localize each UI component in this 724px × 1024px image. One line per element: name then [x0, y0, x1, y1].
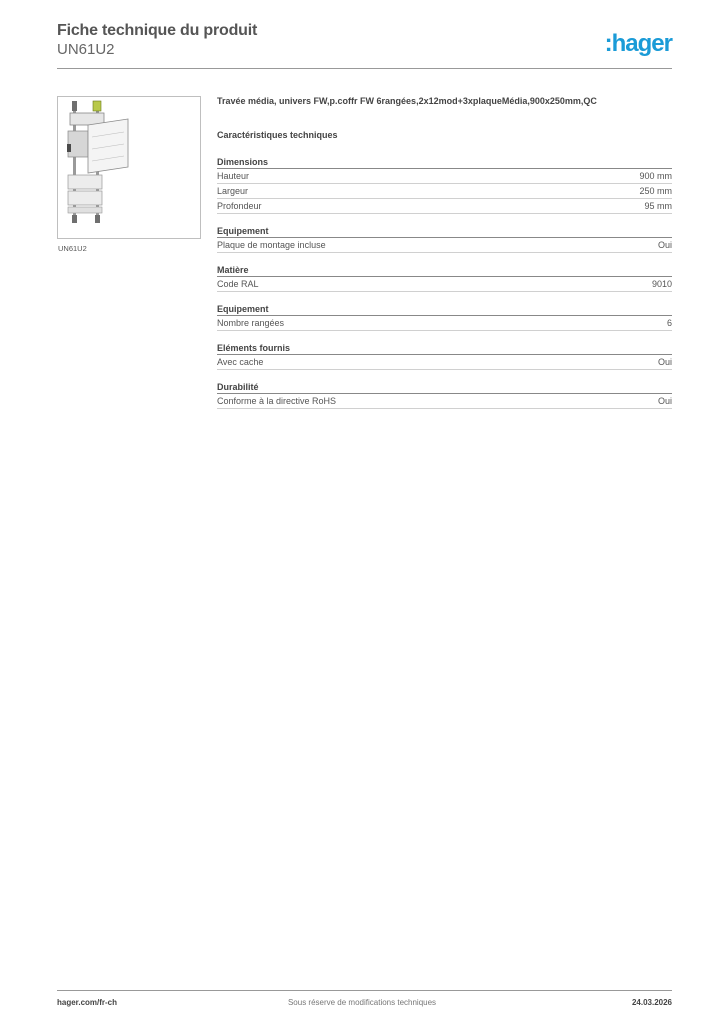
spec-value: 250 mm [639, 186, 672, 196]
product-description: Travée média, univers FW,p.coffr FW 6rangées,2x12mod+3xplaqueMédia,900x250mm,QC [217, 96, 597, 106]
spec-row [217, 238, 672, 253]
group-title: Dimensions [217, 156, 672, 169]
spec-row [217, 199, 672, 214]
footer-divider [57, 990, 672, 991]
group-title: Eléments fournis [217, 342, 672, 355]
spec-group-equipement [217, 225, 672, 253]
media-cover [88, 119, 128, 173]
spec-row [217, 355, 672, 370]
product-reference: UN61U2 [57, 41, 115, 58]
spec-label: Code RAL [217, 279, 259, 289]
spec-row [217, 394, 672, 409]
footer-disclaimer: Sous réserve de modifications techniques [287, 998, 437, 1007]
specs-heading: Caractéristiques techniques [217, 130, 338, 140]
footer-date: 24.03.2026 [631, 998, 672, 1007]
spec-group-elements-fournis [217, 342, 672, 370]
spec-content [217, 96, 672, 420]
spec-group-equipement-2 [217, 303, 672, 331]
lower-plate-1 [68, 175, 102, 189]
group-title: Matière [217, 264, 672, 277]
spec-group-dimensions [217, 156, 672, 214]
green-terminal [93, 101, 101, 111]
document-title: Fiche technique du produit [57, 22, 258, 39]
spec-label: Nombre rangées [217, 318, 285, 328]
spec-label: Largeur [217, 186, 249, 196]
header-divider [57, 68, 672, 69]
group-title: Durabilité [217, 381, 672, 394]
spec-row [217, 277, 672, 292]
group-title: Equipement [217, 225, 672, 238]
spec-label: Hauteur [217, 171, 250, 181]
spec-group-matiere [217, 264, 672, 292]
group-title: Equipement [217, 303, 672, 316]
spec-label: Profondeur [217, 201, 262, 211]
lower-plate-3 [68, 207, 102, 213]
spec-label: Avec cache [217, 357, 264, 367]
document-header [57, 22, 672, 70]
spec-value: Oui [657, 396, 672, 406]
footer-website: hager.com/fr-ch [57, 998, 118, 1007]
rail-cap-left [72, 101, 77, 111]
spec-row [217, 184, 672, 199]
spec-value: 900 mm [639, 171, 672, 181]
rail-foot-right [95, 215, 100, 223]
spec-value: 95 mm [644, 201, 672, 211]
spec-label: Conforme à la directive RoHS [217, 396, 337, 406]
image-caption: UN61U2 [58, 244, 87, 253]
spec-value: Oui [657, 357, 672, 367]
side-clip [67, 144, 71, 152]
spec-row [217, 316, 672, 331]
spec-value: Oui [657, 240, 672, 250]
product-drawing [58, 97, 200, 238]
rail-foot-left [72, 215, 77, 223]
spec-value: 6 [666, 318, 672, 328]
hager-logo: :hager [604, 30, 672, 57]
spec-group-durabilite [217, 381, 672, 409]
spec-label: Plaque de montage incluse [217, 240, 326, 250]
product-image [57, 96, 201, 239]
spec-value: 9010 [651, 279, 672, 289]
spec-row [217, 169, 672, 184]
lower-plate-2 [68, 191, 102, 205]
